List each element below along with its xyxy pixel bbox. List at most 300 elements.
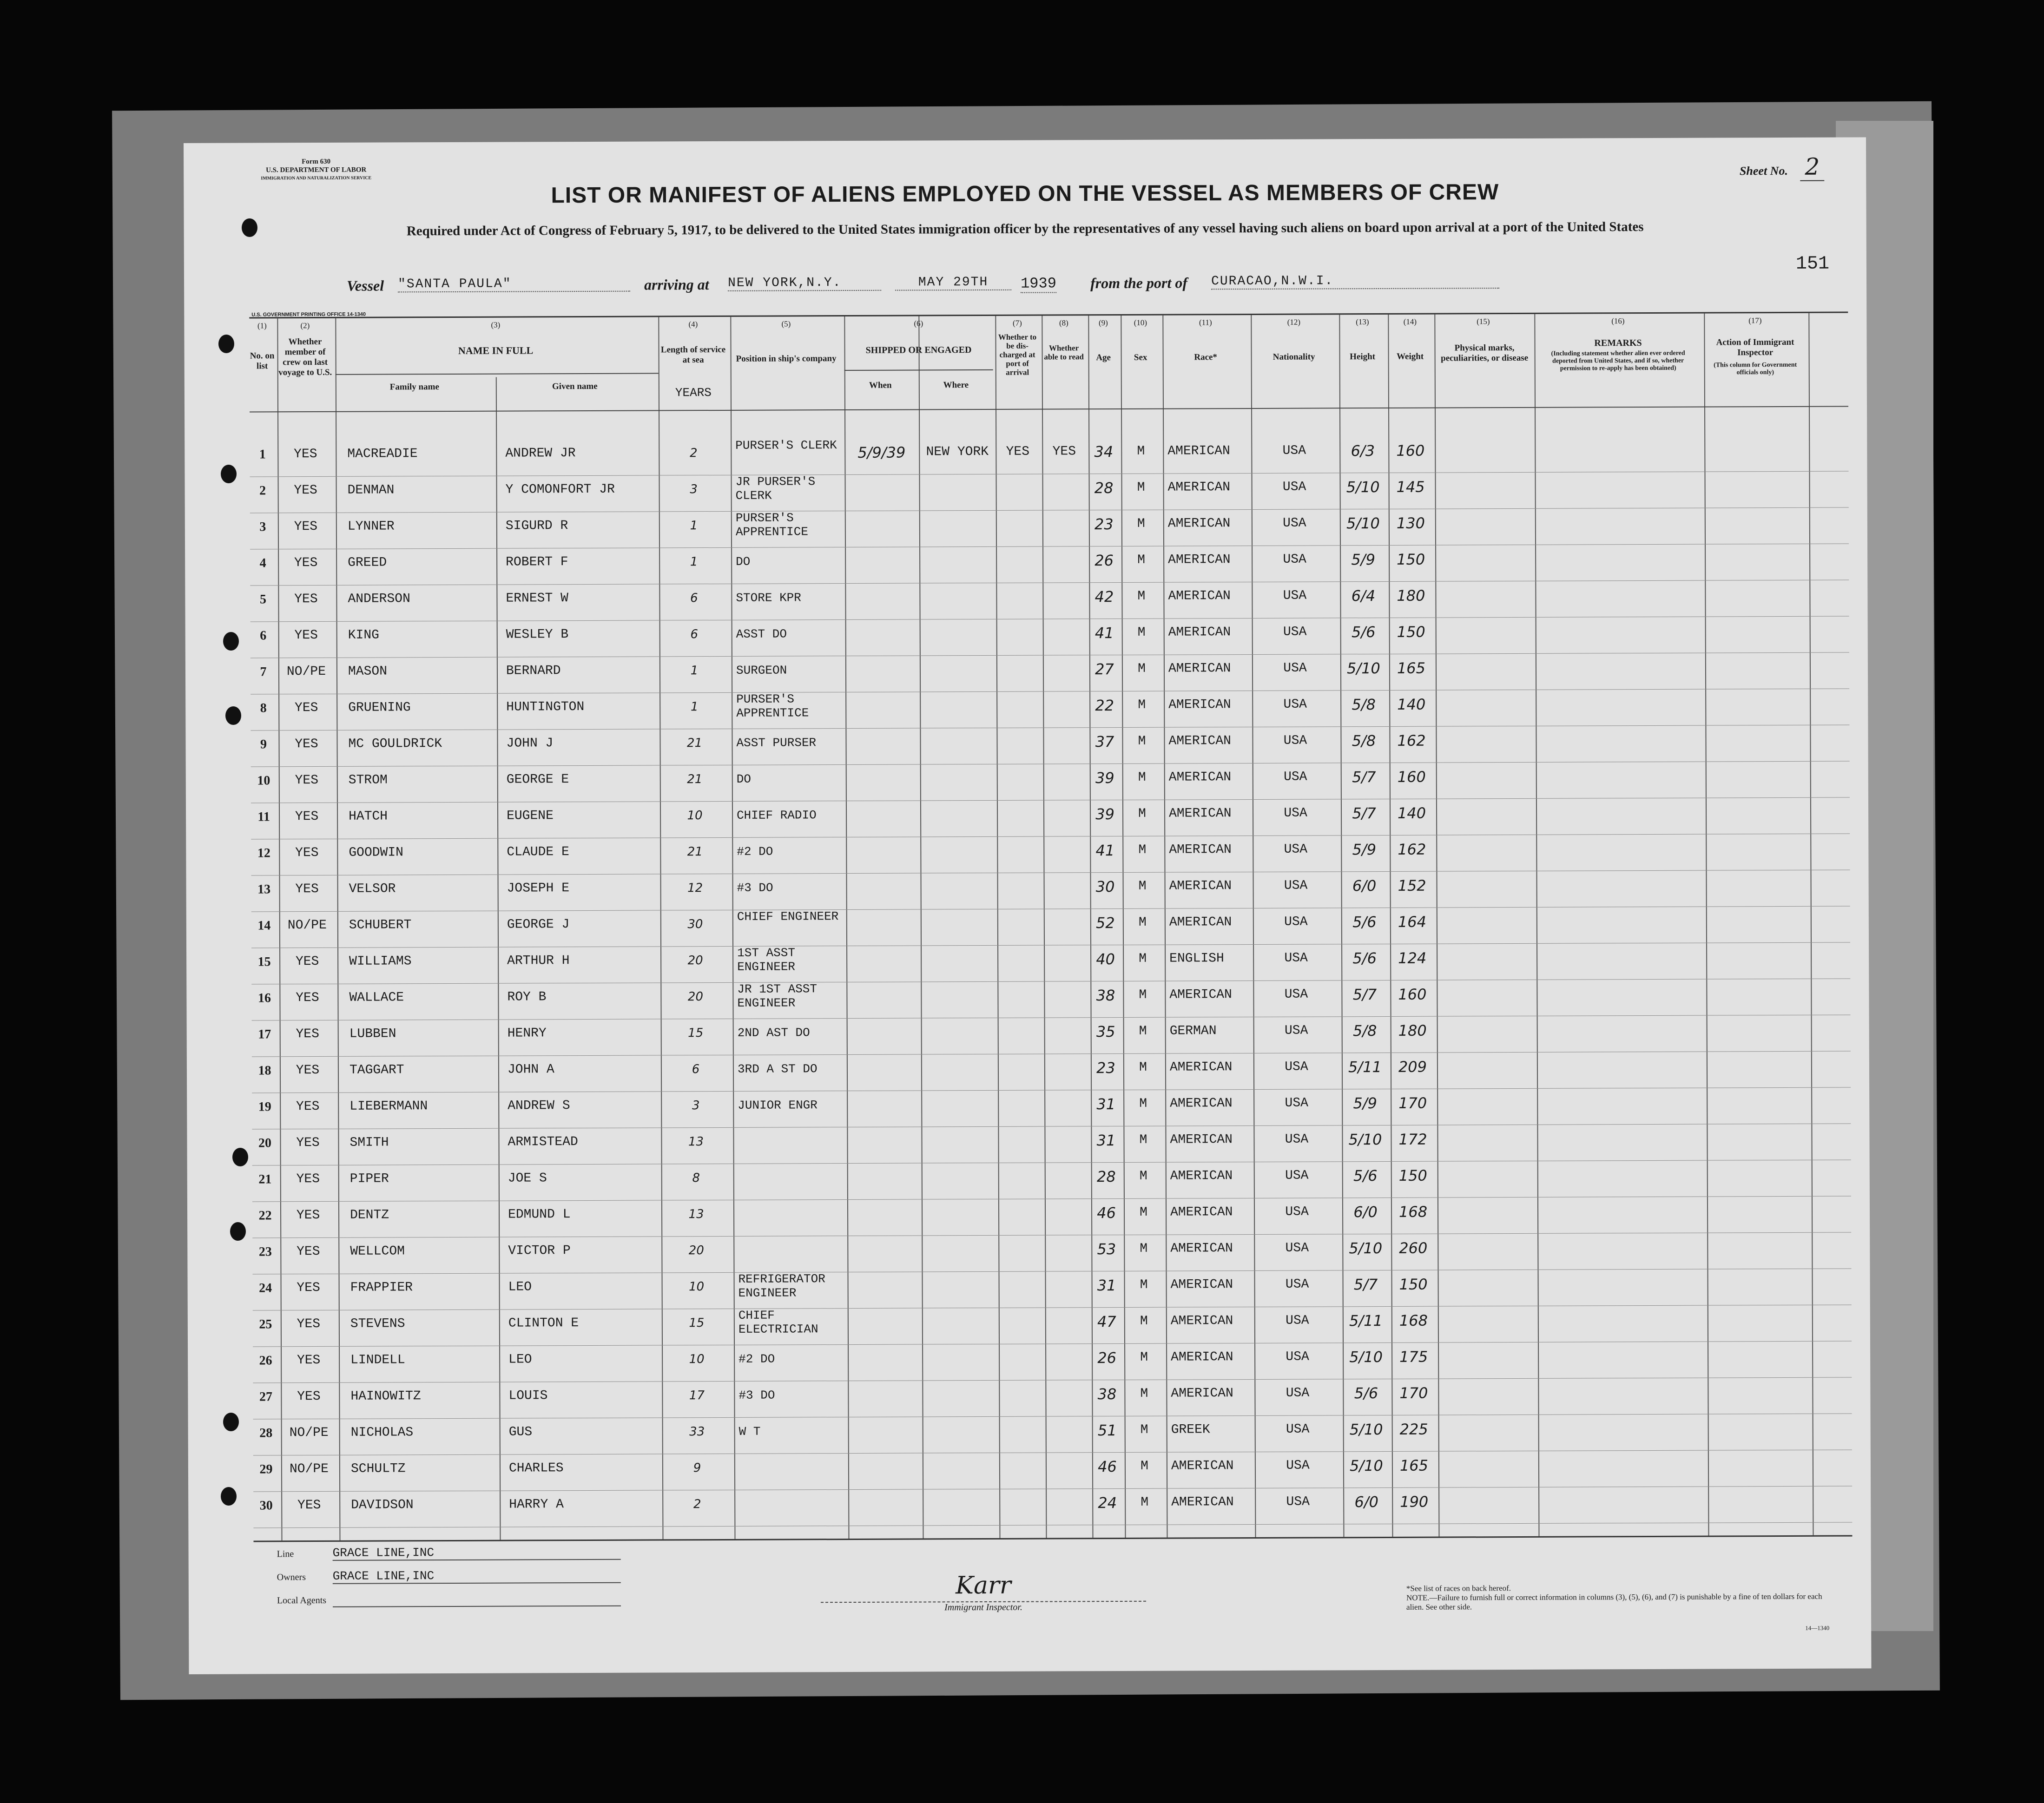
col11-header: Race*	[1194, 352, 1217, 362]
line-label: Line	[277, 1549, 294, 1560]
cell-position: STORE KPR	[736, 591, 801, 605]
cell-nat: USA	[1284, 915, 1308, 929]
cell-weight: 260	[1399, 1239, 1428, 1257]
cell-sex: M	[1139, 1060, 1147, 1075]
cell-height: 5/10	[1349, 1421, 1383, 1439]
col3-family-header: Family name	[389, 382, 439, 392]
cell-sex: M	[1139, 1096, 1147, 1111]
column-rule	[1808, 313, 1813, 1535]
cell-height: 5/10	[1346, 659, 1380, 678]
cell-no: 23	[258, 1244, 272, 1259]
cell-weight: 162	[1397, 731, 1426, 750]
cell-height: 5/9	[1353, 1094, 1378, 1112]
cell-no: 8	[260, 701, 267, 716]
cell-family: GREED	[348, 555, 387, 570]
cell-height: 5/8	[1352, 696, 1376, 714]
cell-last: NO/PE	[289, 1425, 329, 1441]
cell-position: 2ND AST DO	[737, 1026, 810, 1040]
cell-position: #3 DO	[738, 1388, 775, 1402]
cell-last: YES	[294, 519, 318, 534]
cell-family: GOODWIN	[349, 845, 404, 860]
cell-family: KING	[348, 628, 379, 643]
cell-age: 35	[1096, 1023, 1115, 1041]
cell-position: REFRIGERATOR ENGINEER	[738, 1272, 825, 1300]
cell-height: 5/6	[1352, 949, 1377, 967]
cell-sex: M	[1138, 734, 1146, 749]
cell-race: AMERICAN	[1168, 553, 1231, 567]
row-rule	[252, 1087, 1851, 1093]
row-rule	[251, 869, 1850, 875]
cell-last: YES	[295, 737, 318, 752]
cell-years: 20	[688, 1244, 704, 1258]
row-rule	[251, 652, 1849, 658]
cell-no: 30	[259, 1498, 273, 1513]
col14-number: (14)	[1403, 317, 1417, 326]
binder-hole	[242, 218, 257, 237]
cell-height: 5/10	[1346, 514, 1380, 533]
cell-given: JOHN J	[506, 736, 554, 751]
cell-height: 6/3	[1351, 442, 1375, 460]
cell-race: AMERICAN	[1169, 1060, 1233, 1075]
cell-race: AMERICAN	[1170, 1096, 1233, 1111]
column-rule	[918, 316, 923, 1538]
cell-weight: 124	[1398, 949, 1427, 967]
cell-years: 33	[689, 1425, 705, 1439]
form-number: Form 630	[302, 158, 331, 166]
col2-number: (2)	[300, 321, 310, 330]
cell-age: 24	[1098, 1494, 1117, 1512]
cell-nat: USA	[1284, 806, 1307, 821]
col5-header: Position in ship's company	[736, 354, 837, 364]
col17-number: (17)	[1748, 316, 1762, 325]
cell-position: PURSER'S APPRENTICE	[735, 511, 809, 539]
cell-height: 5/7	[1352, 986, 1377, 1004]
col9-header: Age	[1096, 353, 1111, 363]
cell-no: 20	[258, 1136, 272, 1151]
cell-no: 6	[260, 628, 267, 643]
binder-hole	[223, 1413, 239, 1431]
vessel-label: Vessel	[347, 277, 384, 294]
cell-no: 1	[259, 447, 266, 462]
cell-family: HATCH	[349, 809, 388, 824]
cell-family: LIEBERMANN	[349, 1099, 428, 1114]
cell-position: PURSER'S CLERK	[735, 438, 837, 453]
cell-position: SURGEON	[736, 663, 787, 678]
cell-where: NEW YORK	[926, 444, 989, 460]
cell-weight: 140	[1397, 695, 1426, 713]
arriving-label: arriving at	[644, 276, 709, 293]
from-port-label: from the port of	[1090, 274, 1188, 292]
cell-nat: USA	[1285, 1241, 1309, 1256]
cell-last: YES	[297, 1244, 320, 1259]
page-number: 151	[1795, 253, 1830, 275]
cell-family: STROM	[348, 773, 388, 788]
service-name: IMMIGRATION AND NATURALIZATION SERVICE	[261, 175, 372, 181]
cell-last: YES	[294, 555, 318, 571]
cell-age: 40	[1096, 950, 1115, 968]
sheet-number-value: 2	[1800, 153, 1824, 181]
cell-sex: M	[1138, 842, 1147, 857]
form-header	[239, 157, 393, 183]
cell-given: ARMISTEAD	[508, 1135, 578, 1150]
cell-nat: USA	[1283, 588, 1307, 603]
cell-position: 3RD A ST DO	[737, 1062, 818, 1076]
cell-age: 28	[1096, 1168, 1116, 1186]
cell-last: YES	[294, 592, 318, 607]
cell-no: 27	[259, 1389, 272, 1404]
col16-header: REMARKS	[1594, 338, 1642, 349]
cell-years: 15	[689, 1316, 705, 1330]
arrival-year: 1939	[1021, 275, 1056, 292]
cell-last: YES	[296, 990, 319, 1006]
cell-position: DO	[736, 772, 752, 786]
owners-value: GRACE LINE,INC	[333, 1568, 621, 1584]
cell-race: AMERICAN	[1168, 770, 1232, 785]
cell-race: AMERICAN	[1168, 734, 1231, 749]
manifest-sheet	[184, 137, 1871, 1674]
col6-where-header: Where	[943, 380, 969, 390]
cell-weight: 225	[1399, 1420, 1428, 1438]
row-rule	[251, 833, 1850, 839]
col6-when-header: When	[869, 380, 892, 390]
cell-family: ANDERSON	[348, 592, 410, 606]
cell-weight: 168	[1399, 1311, 1428, 1329]
cell-nat: USA	[1286, 1386, 1310, 1401]
cell-no: 9	[260, 737, 267, 752]
cell-height: 6/0	[1354, 1493, 1379, 1511]
cell-age: 47	[1097, 1313, 1116, 1331]
cell-given: CLAUDE E	[507, 845, 569, 860]
cell-race: GERMAN	[1169, 1024, 1217, 1039]
row-rule	[253, 1486, 1852, 1492]
cell-weight: 170	[1399, 1384, 1428, 1402]
row-rule	[251, 942, 1850, 948]
row-rule	[252, 1159, 1851, 1165]
inspector-signature: Karr	[955, 1571, 1011, 1600]
cell-years: 9	[693, 1461, 701, 1475]
cell-weight: 150	[1397, 550, 1425, 568]
col10-header: Sex	[1134, 352, 1147, 362]
cell-nat: USA	[1286, 1494, 1310, 1509]
cell-years: 6	[692, 1062, 700, 1077]
binder-hole	[221, 1487, 237, 1506]
cell-sex: M	[1138, 879, 1147, 894]
cell-given: SIGURD R	[505, 519, 568, 533]
cell-sex: M	[1140, 1386, 1148, 1401]
cell-race: AMERICAN	[1171, 1386, 1233, 1401]
cell-family: GRUENING	[348, 700, 411, 715]
cell-given: ANDREW JR	[505, 446, 576, 461]
col11-number: (11)	[1199, 318, 1212, 327]
cell-no: 4	[259, 556, 266, 571]
cell-years: 13	[688, 1135, 704, 1149]
row-rule	[251, 724, 1849, 730]
row-rule	[253, 1304, 1852, 1310]
cell-years: 21	[687, 845, 703, 859]
cell-sex: M	[1137, 516, 1145, 531]
cell-family: MASON	[348, 664, 388, 679]
races-note: *See list of races on back hereof.	[1406, 1584, 1511, 1593]
cell-sex: M	[1138, 915, 1147, 930]
cell-family: TAGGART	[349, 1063, 404, 1078]
header-bottom-rule	[250, 406, 1848, 412]
cell-years: 10	[688, 1280, 705, 1294]
vessel-line	[347, 272, 1741, 297]
cell-years: 1	[690, 700, 699, 714]
cell-no: 15	[257, 954, 271, 969]
cell-no: 28	[259, 1426, 273, 1441]
column-rule	[1534, 314, 1539, 1536]
cell-family: SCHUBERT	[349, 918, 412, 933]
cell-no: 26	[259, 1353, 272, 1368]
cell-nat: USA	[1285, 1132, 1309, 1147]
cell-nat: USA	[1284, 842, 1308, 857]
cell-weight: 150	[1397, 623, 1425, 641]
cell-no: 19	[258, 1099, 271, 1114]
cell-years: 15	[688, 1026, 704, 1040]
cell-position: JUNIOR ENGR	[738, 1098, 818, 1112]
cell-age: 23	[1096, 1059, 1115, 1077]
col6-header: SHIPPED OR ENGAGED	[865, 345, 972, 355]
cell-age: 41	[1095, 842, 1115, 860]
col13-header: Height	[1350, 352, 1376, 362]
cell-family: HAINOWITZ	[350, 1389, 421, 1404]
cell-age: 31	[1097, 1277, 1116, 1295]
row-rule	[250, 507, 1849, 513]
cell-nat: USA	[1282, 480, 1306, 494]
column-rule	[1042, 316, 1047, 1538]
cell-position: #2 DO	[737, 844, 773, 859]
cell-age: 31	[1096, 1132, 1116, 1150]
cell-age: 31	[1096, 1095, 1116, 1113]
cell-age: 52	[1095, 914, 1115, 932]
cell-no: 24	[259, 1281, 272, 1296]
manifest-footer	[263, 1541, 1844, 1658]
cell-given: EUGENE	[507, 809, 554, 823]
col15-header: Physical marks, peculiarities, or disease	[1441, 343, 1529, 363]
cell-height: 5/6	[1352, 913, 1377, 931]
cell-nat: USA	[1285, 1204, 1309, 1219]
cell-race: AMERICAN	[1167, 480, 1231, 495]
cell-last: YES	[295, 809, 319, 824]
cell-nat: USA	[1284, 1023, 1308, 1038]
cell-years: 17	[689, 1388, 705, 1403]
row-rule	[252, 1123, 1851, 1129]
cell-nat: USA	[1283, 625, 1307, 639]
cell-weight: 160	[1397, 768, 1426, 786]
cell-sex: M	[1140, 1314, 1148, 1329]
cell-last: YES	[295, 882, 319, 897]
cell-weight: 190	[1400, 1493, 1429, 1511]
col3-header: NAME IN FULL	[458, 344, 534, 356]
cell-nat: USA	[1283, 516, 1306, 531]
cell-sex: M	[1139, 1024, 1147, 1039]
row-rule	[251, 761, 1850, 767]
cell-age: 38	[1097, 1385, 1117, 1403]
row-rule	[252, 1232, 1851, 1238]
cell-when: 5/9/39	[857, 443, 906, 461]
cell-age: 22	[1095, 697, 1114, 715]
cell-race: AMERICAN	[1168, 661, 1231, 676]
cell-sex: M	[1137, 480, 1145, 495]
col10-number: (10)	[1134, 318, 1147, 327]
sheet-number-field	[1740, 153, 1825, 181]
binder-hole	[223, 632, 239, 651]
cell-weight: 145	[1396, 478, 1425, 496]
row-rule	[250, 579, 1849, 586]
cell-family: MC GOULDRICK	[348, 737, 442, 751]
cell-last: YES	[296, 1099, 320, 1114]
col12-number: (12)	[1287, 317, 1301, 327]
cell-family: FRAPPIER	[350, 1280, 413, 1295]
column-rule	[995, 316, 1000, 1538]
cell-nat: USA	[1286, 1458, 1310, 1473]
cell-weight: 140	[1397, 804, 1426, 822]
cell-age: 46	[1097, 1204, 1116, 1222]
row-rule	[253, 1341, 1852, 1347]
cell-given: JOHN A	[507, 1062, 554, 1077]
cell-nat: USA	[1286, 1422, 1310, 1437]
cell-sex: M	[1140, 1205, 1148, 1220]
cell-read: YES	[1052, 444, 1076, 459]
cell-given: CHARLES	[508, 1461, 564, 1476]
cell-no: 12	[257, 846, 270, 861]
cell-age: 27	[1095, 660, 1114, 678]
cell-weight: 162	[1398, 840, 1426, 858]
cell-given: GEORGE J	[507, 917, 570, 932]
cell-age: 37	[1095, 733, 1114, 751]
cell-no: 29	[259, 1462, 273, 1477]
cell-nat: USA	[1285, 1096, 1308, 1111]
cell-age: 51	[1097, 1421, 1117, 1440]
cell-position: W T	[738, 1424, 761, 1439]
cell-height: 5/6	[1351, 623, 1376, 641]
cell-given: Y COMONFORT JR	[505, 482, 615, 497]
col8-number: (8)	[1059, 318, 1068, 328]
line-value: GRACE LINE,INC	[333, 1545, 621, 1561]
cell-sex: M	[1140, 1422, 1148, 1437]
cell-family: LYNNER	[347, 519, 395, 534]
cell-nat: USA	[1283, 733, 1307, 748]
cell-no: 7	[260, 665, 267, 679]
cell-no: 3	[259, 520, 266, 534]
cell-last: YES	[294, 628, 318, 643]
from-port: CURACAO,N.W.I.	[1211, 273, 1499, 290]
cell-race: AMERICAN	[1171, 1350, 1233, 1365]
cell-sex: M	[1138, 661, 1146, 676]
cell-years: 1	[690, 519, 698, 533]
cell-age: 41	[1095, 624, 1114, 642]
cell-weight: 150	[1398, 1166, 1427, 1184]
row-rule	[250, 543, 1849, 549]
cell-age: 28	[1094, 479, 1114, 497]
cell-height: 5/6	[1353, 1167, 1378, 1185]
cell-height: 6/4	[1351, 587, 1376, 605]
cell-last: YES	[297, 1498, 321, 1513]
cell-height: 5/10	[1349, 1457, 1383, 1475]
cell-family: DENTZ	[350, 1208, 389, 1223]
cell-race: AMERICAN	[1168, 806, 1232, 821]
cell-family: SMITH	[349, 1135, 389, 1150]
agents-label: Local Agents	[277, 1595, 327, 1606]
cell-given: JOSEPH E	[507, 881, 570, 896]
cell-no: 17	[258, 1027, 271, 1042]
cell-height: 5/8	[1352, 1022, 1377, 1040]
cell-race: AMERICAN	[1168, 698, 1231, 712]
cell-nat: USA	[1286, 1349, 1309, 1364]
cell-years: 3	[690, 482, 698, 497]
cell-position: CHIEF ELECTRICIAN	[738, 1308, 818, 1336]
cell-race: AMERICAN	[1169, 879, 1232, 894]
cell-no: 5	[259, 592, 266, 607]
cell-weight: 175	[1399, 1348, 1428, 1366]
cell-nat: USA	[1284, 987, 1308, 1002]
vessel-name: "SANTA PAULA"	[398, 276, 630, 293]
col1-number: (1)	[257, 321, 267, 330]
cell-age: 38	[1096, 987, 1115, 1005]
cell-given: JOE S	[508, 1171, 547, 1186]
inspector-signature-block	[821, 1571, 1146, 1613]
cell-last: NO/PE	[289, 1461, 329, 1477]
cell-nat: USA	[1285, 1168, 1309, 1183]
cell-position: CHIEF ENGINEER	[737, 909, 839, 924]
cell-nat: USA	[1286, 1313, 1309, 1328]
cell-given: GEORGE E	[506, 772, 569, 787]
binder-hole	[218, 335, 234, 353]
cell-weight: 165	[1397, 659, 1426, 677]
cell-race: AMERICAN	[1167, 444, 1230, 459]
cell-height: 5/11	[1349, 1312, 1383, 1330]
form-code: 14—1340	[1805, 1624, 1830, 1632]
binder-hole	[230, 1222, 246, 1241]
binder-hole	[225, 706, 241, 725]
cell-last: YES	[294, 483, 317, 498]
cell-no: 14	[257, 918, 271, 933]
cell-given: BERNARD	[506, 664, 561, 678]
cell-last: NO/PE	[286, 664, 326, 679]
cell-family: SCHULTZ	[350, 1461, 406, 1476]
cell-age: 34	[1094, 443, 1114, 461]
cell-years: 10	[689, 1352, 705, 1367]
row-rule	[253, 1449, 1852, 1455]
header-subrule	[336, 373, 659, 375]
cell-race: AMERICAN	[1171, 1459, 1234, 1474]
cell-position: CHIEF RADIO	[737, 808, 817, 823]
cell-years: 6	[690, 627, 699, 642]
cell-weight: 170	[1398, 1094, 1427, 1112]
col15-number: (15)	[1477, 317, 1490, 326]
cell-years: 2	[693, 1497, 701, 1512]
cell-sex: M	[1139, 1132, 1147, 1147]
cell-sex: M	[1137, 444, 1145, 459]
cell-sex: M	[1139, 951, 1147, 966]
column-rule	[1704, 314, 1709, 1536]
cell-given: WESLEY B	[506, 627, 569, 642]
cell-years: 21	[687, 772, 703, 787]
cell-race: AMERICAN	[1170, 1169, 1233, 1184]
row-rule	[253, 1522, 1852, 1528]
cell-position: #3 DO	[737, 881, 773, 895]
cell-last: YES	[297, 1280, 320, 1296]
row-rule	[252, 1014, 1851, 1020]
col2-header: Whether member of crew on last voyage to U.S.	[278, 336, 332, 378]
cell-last: YES	[297, 1389, 321, 1404]
cell-race: AMERICAN	[1169, 842, 1232, 857]
cell-given: LOUIS	[508, 1388, 548, 1403]
cell-last: YES	[296, 1208, 320, 1223]
arrival-date: MAY 29TH	[895, 275, 1011, 291]
cell-sex: M	[1140, 1277, 1148, 1292]
